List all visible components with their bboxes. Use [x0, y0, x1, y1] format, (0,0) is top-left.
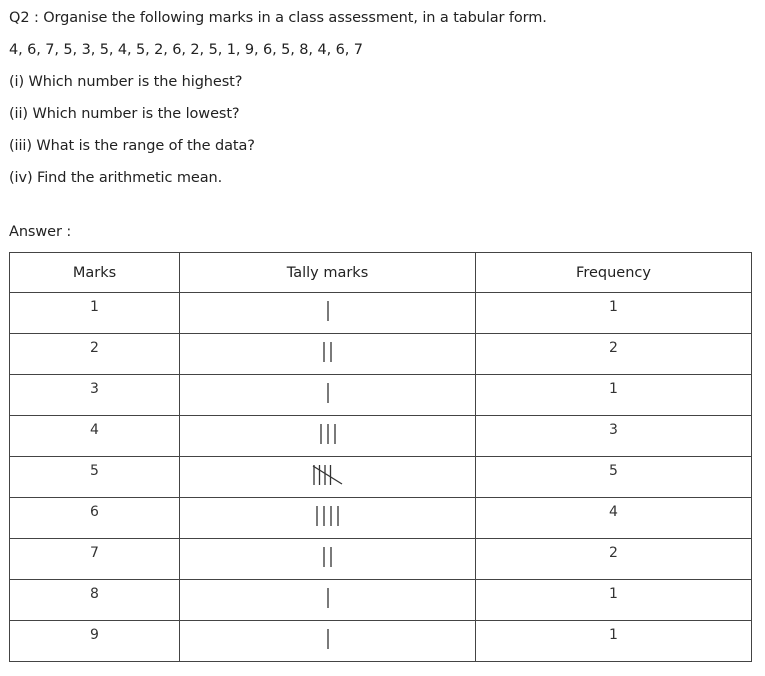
cell-frequency: 3 [476, 416, 752, 457]
cell-tally [180, 334, 476, 375]
cell-tally [180, 498, 476, 539]
question-part-4: (iv) Find the arithmetic mean. [9, 170, 223, 186]
tally-marks-icon [325, 587, 331, 609]
header-marks: Marks [10, 253, 180, 293]
tally-marks-icon [325, 382, 331, 404]
cell-tally [180, 416, 476, 457]
tally-marks-icon [311, 464, 345, 486]
frequency-table [9, 252, 752, 662]
table-row [10, 580, 752, 621]
tally-marks-icon [325, 300, 331, 322]
cell-frequency: 2 [476, 334, 752, 375]
table-row [10, 375, 752, 416]
cell-tally [180, 580, 476, 621]
marks-list: 4, 6, 7, 5, 3, 5, 4, 5, 2, 6, 2, 5, 1, 9, 6, 5, 8, 4, 6, 7 [9, 42, 363, 58]
table-row [10, 293, 752, 334]
cell-tally [180, 539, 476, 580]
table-row [10, 621, 752, 662]
cell-frequency: 1 [476, 580, 752, 621]
table-row [10, 539, 752, 580]
tally-marks-icon [318, 423, 338, 445]
table-row [10, 457, 752, 498]
cell-marks: 6 [10, 498, 180, 539]
cell-marks: 3 [10, 375, 180, 416]
cell-marks: 8 [10, 580, 180, 621]
table-row [10, 334, 752, 375]
cell-marks: 2 [10, 334, 180, 375]
cell-tally [180, 621, 476, 662]
tally-marks-icon [321, 546, 334, 568]
tally-marks-icon [321, 341, 334, 363]
header-tally-marks: Tally marks [180, 253, 476, 293]
cell-tally [180, 293, 476, 334]
question-part-3: (iii) What is the range of the data? [9, 138, 255, 154]
cell-frequency: 1 [476, 375, 752, 416]
question-title: Q2 : Organise the following marks in a class assessment, in a tabular form. [9, 10, 547, 26]
table-header-row [10, 253, 752, 293]
tally-marks-icon [325, 628, 331, 650]
cell-marks: 5 [10, 457, 180, 498]
cell-frequency: 1 [476, 621, 752, 662]
cell-frequency: 1 [476, 293, 752, 334]
cell-frequency: 4 [476, 498, 752, 539]
cell-frequency: 2 [476, 539, 752, 580]
cell-marks: 1 [10, 293, 180, 334]
cell-marks: 7 [10, 539, 180, 580]
answer-label: Answer : [9, 224, 72, 240]
header-frequency: Frequency [476, 253, 752, 293]
cell-frequency: 5 [476, 457, 752, 498]
cell-tally [180, 375, 476, 416]
table-row [10, 416, 752, 457]
cell-tally [180, 457, 476, 498]
tally-marks-icon [314, 505, 341, 527]
question-part-1: (i) Which number is the highest? [9, 74, 243, 90]
cell-marks: 9 [10, 621, 180, 662]
table-row [10, 498, 752, 539]
cell-marks: 4 [10, 416, 180, 457]
question-part-2: (ii) Which number is the lowest? [9, 106, 240, 122]
